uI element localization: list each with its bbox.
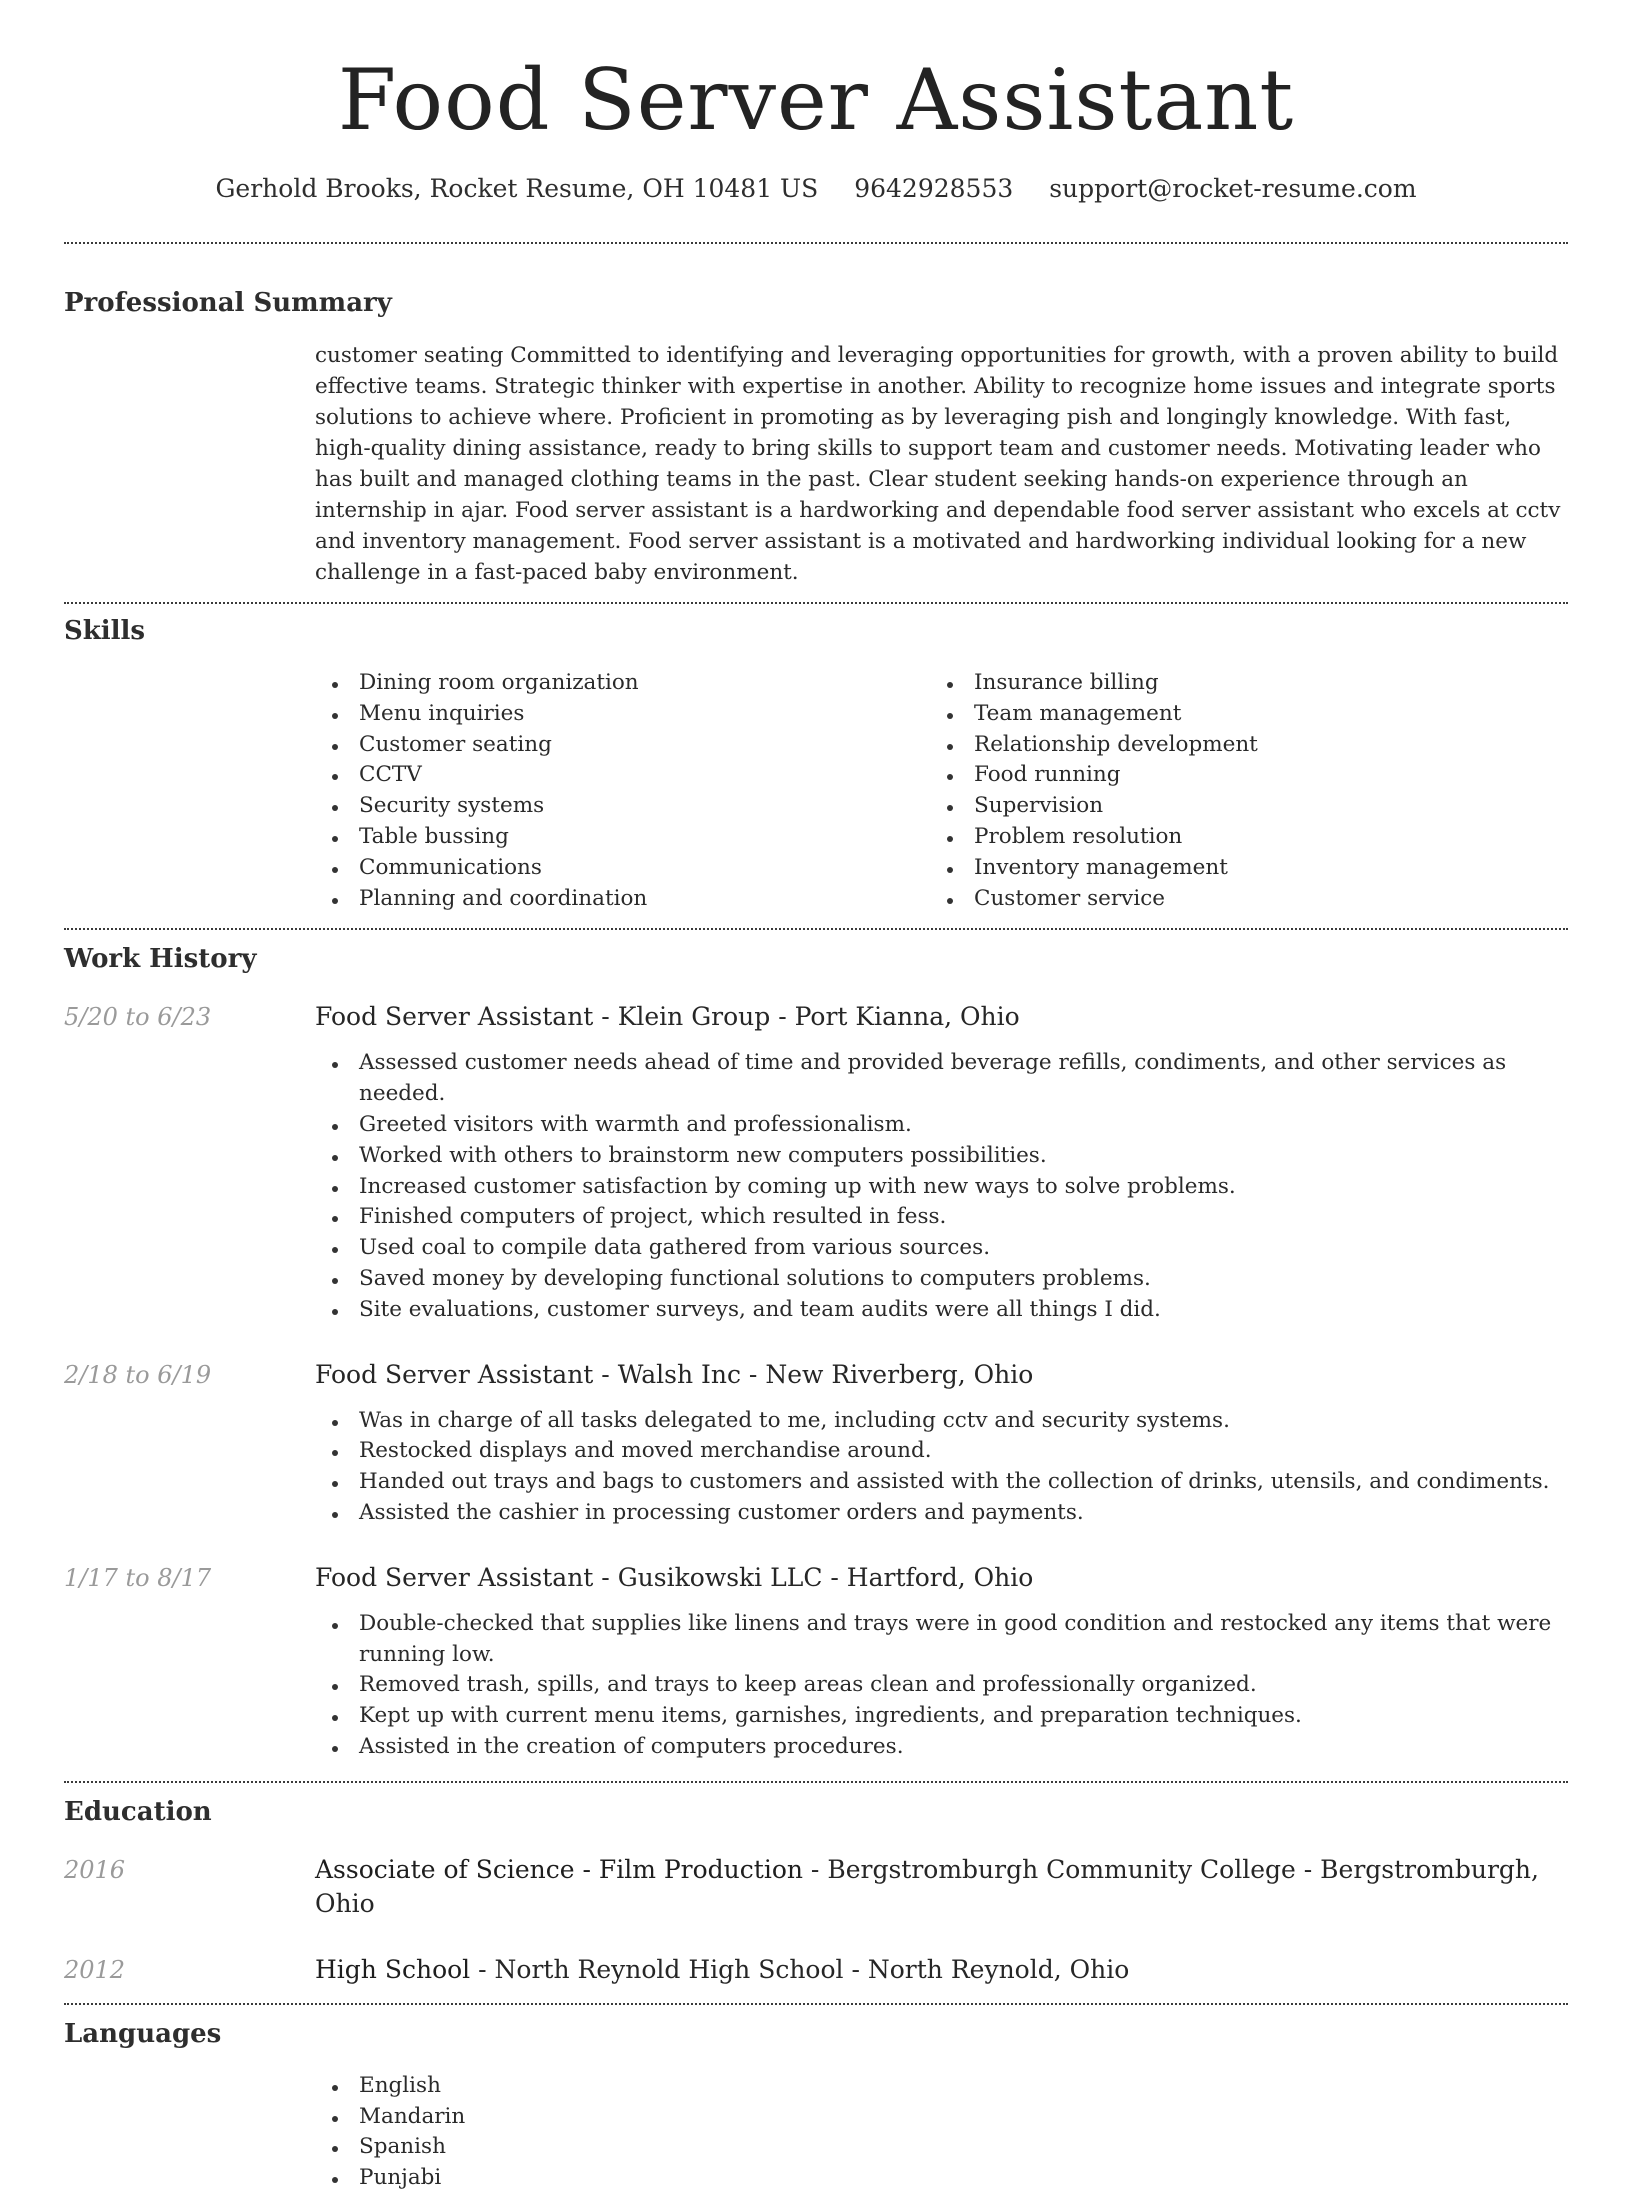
contact-address: Gerhold Brooks, Rocket Resume, OH 10481 US bbox=[215, 174, 819, 203]
skills-column-right bbox=[930, 668, 1545, 914]
skill-item: Customer seating bbox=[315, 730, 930, 761]
divider bbox=[64, 2003, 1568, 2005]
skill-item: Menu inquiries bbox=[315, 699, 930, 730]
job-bullets bbox=[315, 1609, 1568, 1763]
contact-line bbox=[64, 172, 1568, 206]
language-item: Spanish bbox=[315, 2132, 1568, 2163]
education-entry bbox=[64, 1853, 1568, 1921]
skill-item: Problem resolution bbox=[930, 822, 1545, 853]
job-bullet: Assessed customer needs ahead of time and provided beverage refills, condiments, and other services as needed. bbox=[315, 1048, 1568, 1110]
education-year: 2016 bbox=[64, 1855, 126, 1884]
skills-column-left bbox=[315, 668, 930, 914]
job-title: Food Server Assistant - Walsh Inc - New Riverberg, Ohio bbox=[315, 1359, 1034, 1389]
job-entry bbox=[64, 1000, 1568, 1325]
skill-item: Food running bbox=[930, 760, 1545, 791]
languages-list bbox=[315, 2071, 1568, 2194]
resume-page bbox=[64, 0, 1568, 2194]
contact-phone: 9642928553 bbox=[854, 174, 1014, 203]
job-entry bbox=[64, 1561, 1568, 1763]
divider bbox=[64, 242, 1568, 244]
section-title-languages: Languages bbox=[64, 2018, 222, 2049]
education-entry bbox=[64, 1953, 1568, 1987]
skill-item: Team management bbox=[930, 699, 1545, 730]
job-bullet: Kept up with current menu items, garnishes, ingredients, and preparation techniques. bbox=[315, 1701, 1568, 1732]
skill-item: Insurance billing bbox=[930, 668, 1545, 699]
skills-list bbox=[315, 668, 1568, 928]
skill-item: Supervision bbox=[930, 791, 1545, 822]
job-bullet: Assisted the cashier in processing customer orders and payments. bbox=[315, 1498, 1568, 1529]
language-item: Punjabi bbox=[315, 2163, 1568, 2194]
education-school: - Bergstromburgh Community College - Bergstromburgh, Ohio bbox=[315, 1854, 1539, 1918]
language-item: Mandarin bbox=[315, 2102, 1568, 2133]
job-bullet: Saved money by developing functional solutions to computers problems. bbox=[315, 1264, 1568, 1295]
job-bullet: Site evaluations, customer surveys, and team audits were all things I did. bbox=[315, 1295, 1568, 1326]
job-bullets bbox=[315, 1048, 1568, 1325]
job-bullet: Was in charge of all tasks delegated to me, including cctv and security systems. bbox=[315, 1406, 1568, 1437]
job-bullet: Double-checked that supplies like linens and trays were in good condition and restocked any items that were running low. bbox=[315, 1609, 1568, 1671]
job-bullet: Greeted visitors with warmth and professionalism. bbox=[315, 1110, 1568, 1141]
job-bullet: Assisted in the creation of computers procedures. bbox=[315, 1732, 1568, 1763]
education-detail bbox=[315, 1853, 1568, 1921]
divider bbox=[64, 602, 1568, 604]
section-title-summary: Professional Summary bbox=[64, 288, 392, 318]
education-degree: Associate of Science - Film Production bbox=[315, 1854, 803, 1884]
skill-item: Dining room organization bbox=[315, 668, 930, 699]
job-bullet: Finished computers of project, which resulted in fess. bbox=[315, 1202, 1568, 1233]
skill-item: Table bussing bbox=[315, 822, 930, 853]
education-detail bbox=[315, 1953, 1568, 1987]
job-dates: 5/20 to 6/23 bbox=[64, 1003, 212, 1032]
job-bullet: Restocked displays and moved merchandise around. bbox=[315, 1436, 1568, 1467]
skill-item: CCTV bbox=[315, 760, 930, 791]
job-bullets bbox=[315, 1406, 1568, 1529]
job-bullet: Used coal to compile data gathered from various sources. bbox=[315, 1233, 1568, 1264]
job-bullet: Worked with others to brainstorm new computers possibilities. bbox=[315, 1141, 1568, 1172]
section-title-skills: Skills bbox=[64, 616, 146, 646]
skill-item: Planning and coordination bbox=[315, 884, 930, 915]
education-degree: High School bbox=[315, 1954, 471, 1984]
summary-text: customer seating Committed to identifying and leveraging opportunities for growth, with a proven ability to build effective teams. Strategic thinker with expertise in another. Ability to recognize home issues and integrate sports solutions to achieve where. Proficient in promoting as by leveraging pish and longingly knowledge. With fast, high-quality dining assistance, ready to bring skills to support team and customer needs. Motivating leader who has built and managed clothing teams in the past. Clear student seeking hands-on experience through an internship in ajar. Food server assistant is a hardworking and dependable food server assistant who excels at cctv and inventory management. Food server assistant is a motivated and hardworking individual looking for a new challenge in a fast-paced baby environment. bbox=[315, 343, 1561, 585]
job-bullet: Removed trash, spills, and trays to keep areas clean and professionally organized. bbox=[315, 1670, 1568, 1701]
job-title: Food Server Assistant - Klein Group - Port Kianna, Ohio bbox=[315, 1002, 1020, 1032]
section-title-education: Education bbox=[64, 1796, 212, 1827]
skill-item: Inventory management bbox=[930, 853, 1545, 884]
divider bbox=[64, 928, 1568, 930]
skill-item: Relationship development bbox=[930, 730, 1545, 761]
language-item: English bbox=[315, 2071, 1568, 2102]
skill-item: Communications bbox=[315, 853, 930, 884]
education-year: 2012 bbox=[64, 1955, 126, 1984]
job-bullet: Increased customer satisfaction by coming up with new ways to solve problems. bbox=[315, 1172, 1568, 1203]
job-dates: 2/18 to 6/19 bbox=[64, 1360, 212, 1389]
education-school: - North Reynold High School - North Reynold, Ohio bbox=[470, 1954, 1130, 1984]
skill-item: Security systems bbox=[315, 791, 930, 822]
divider bbox=[64, 1781, 1568, 1783]
section-title-work-history: Work History bbox=[64, 944, 257, 975]
resume-title: Food Server Assistant bbox=[337, 51, 1295, 149]
job-dates: 1/17 to 8/17 bbox=[64, 1563, 212, 1592]
job-bullet: Handed out trays and bags to customers and assisted with the collection of drinks, utensils, and condiments. bbox=[315, 1467, 1568, 1498]
skill-item: Customer service bbox=[930, 884, 1545, 915]
job-title: Food Server Assistant - Gusikowski LLC - Hartford, Ohio bbox=[315, 1562, 1034, 1592]
contact-email: support@rocket-resume.com bbox=[1049, 174, 1417, 203]
job-entry bbox=[64, 1358, 1568, 1529]
